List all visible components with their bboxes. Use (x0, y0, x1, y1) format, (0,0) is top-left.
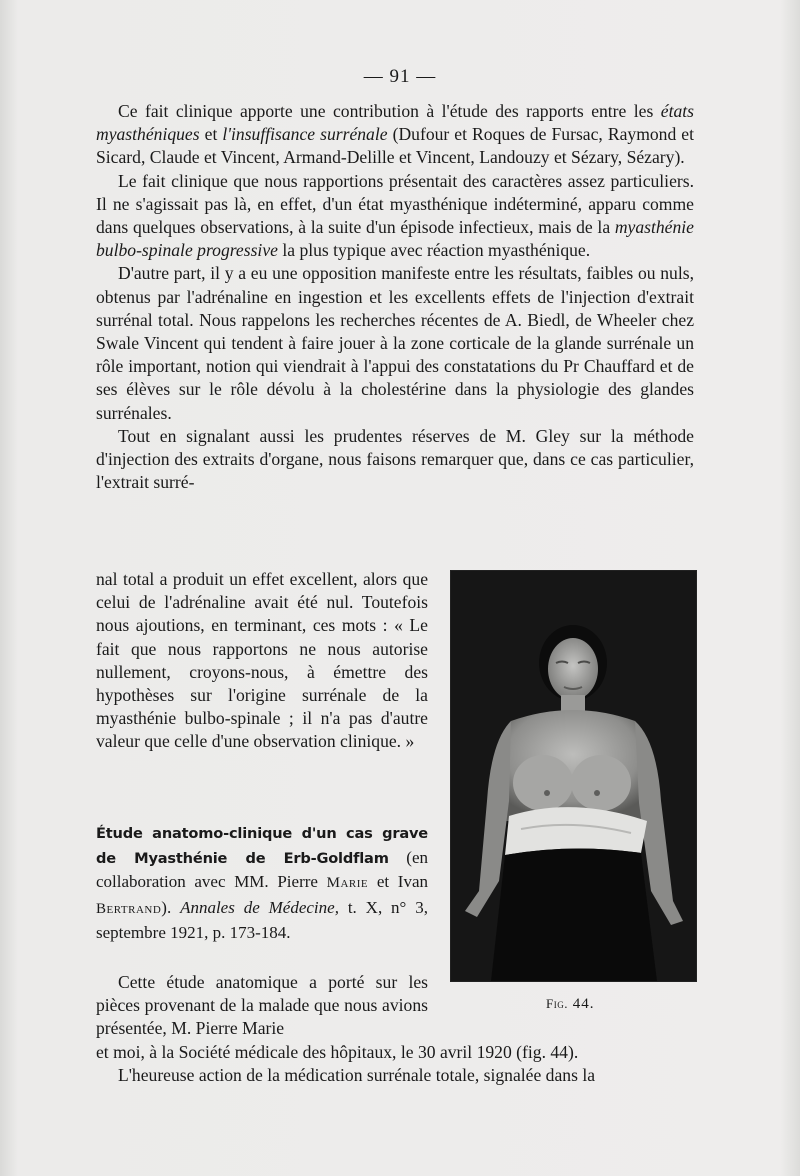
text-run: Tout en signalant aussi les prudentes réserves de M. Gley sur la méthode d'injection des extraits d'organe, nous faisons remarquer que, dans ce cas particulier, l'extrait surré- (96, 425, 694, 493)
text-run: Cette étude anatomique a porté sur les pièces provenant de la malade que nous avions présentée, M. Pierre Marie (96, 972, 428, 1039)
text-run: (Dufour et Roques de Fursac, Raymond et Sicard, Claude et Vincent, Armand-Delille et Vincent, Landouzy et Sézary, Sézary). (96, 124, 694, 168)
body-text-bottom (96, 1041, 694, 1087)
paragraph-5-start (96, 971, 428, 1041)
text-run: l'insuffisance surrénale (222, 124, 388, 145)
figure-photograph (450, 570, 697, 982)
figure-label-number: 44. (572, 996, 595, 1012)
text-run: t. X, n° 3, septembre 1921, p. 173-184. (96, 897, 428, 942)
paragraph-3 (96, 262, 694, 424)
figure-label-prefix: Fig. (546, 996, 568, 1011)
body-text-top (96, 100, 694, 494)
text-run: L'heureuse action de la médication surrénale totale, signalée dans la (118, 1065, 596, 1086)
page-number: — 91 — (363, 66, 437, 87)
paragraph-6 (96, 1064, 694, 1087)
text-run: D'autre part, il y a eu une opposition manifeste entre les résultats, faibles ou nuls, obtenus par l'adrénaline en ingestion et les excellents effets de l'injection d'extrait surrénal total. Nous rappelons les recherches récentes de A. Biedl, de Wheeler chez Swale Vincent qui tendent à faire jouer à la zone corticale de la glande surrénale un rôle important, notion qui viendrait à l'appui des constatations du Pr Chauffard et de ses élèves sur le rôle dévolu à la cholestérine dans la physiologie des glandes surrénales. (96, 263, 694, 423)
paragraph-1 (96, 100, 694, 170)
patient-photograph-illustration (451, 571, 696, 981)
text-run: la plus typique avec réaction myasthénique. (277, 240, 591, 261)
text-run: myasthénie bulbo-spinale progressive (96, 217, 694, 261)
body-text-column (96, 568, 428, 754)
text-run: Étude anatomo-clinique d'un cas grave de Myasthénie de Erb-Goldflam (96, 825, 428, 867)
figure-label (546, 996, 594, 1013)
text-run: nal total a produit un effet excellent, alors que celui de l'adrénaline avait été nul. Toutefois nous ajoutions, en terminant, ces mots : « Le fait que nous rapportons ne nous autorise nullement, croyons-nous, à émettre des hypothèses sur l'origine surrénale de la myasthénie bulbo-spinale ; il n'a pas d'autre valeur que celle d'une observation clinique. » (96, 569, 428, 752)
paragraph-2 (96, 170, 694, 263)
text-run: et moi, à la Société médicale des hôpitaux, le 30 avril 1920 (fig. 44). (96, 1042, 579, 1062)
text-run: états myasthéniques (96, 101, 694, 145)
bibliography-entry (96, 821, 428, 945)
body-text-bottom-column (96, 971, 428, 1041)
text-run: Bertrand (96, 900, 162, 917)
text-run: ). (161, 897, 181, 917)
text-run: Le fait clinique que nous rapportions présentait des caractères assez particuliers. Il ne s'agissait pas là, en effet, d'un état myasthénique indéterminé, apparu comme dans quelques observations, à la suite d'un épisode infectieux, mais de la (96, 170, 694, 238)
text-run: Ce fait clinique apporte une contribution à l'étude des rapports entre les (118, 101, 661, 121)
bibliography-text (96, 821, 428, 945)
paragraph-5-end (96, 1041, 694, 1064)
text-run: et Ivan (368, 872, 428, 891)
text-run: Annales de Médecine, (180, 897, 339, 917)
text-run: (en collaboration avec MM. Pierre (96, 847, 428, 891)
paragraph-4-continued (96, 568, 428, 754)
text-run: et (199, 124, 223, 145)
paragraph-4 (96, 425, 694, 495)
text-run: Marie (326, 875, 369, 891)
